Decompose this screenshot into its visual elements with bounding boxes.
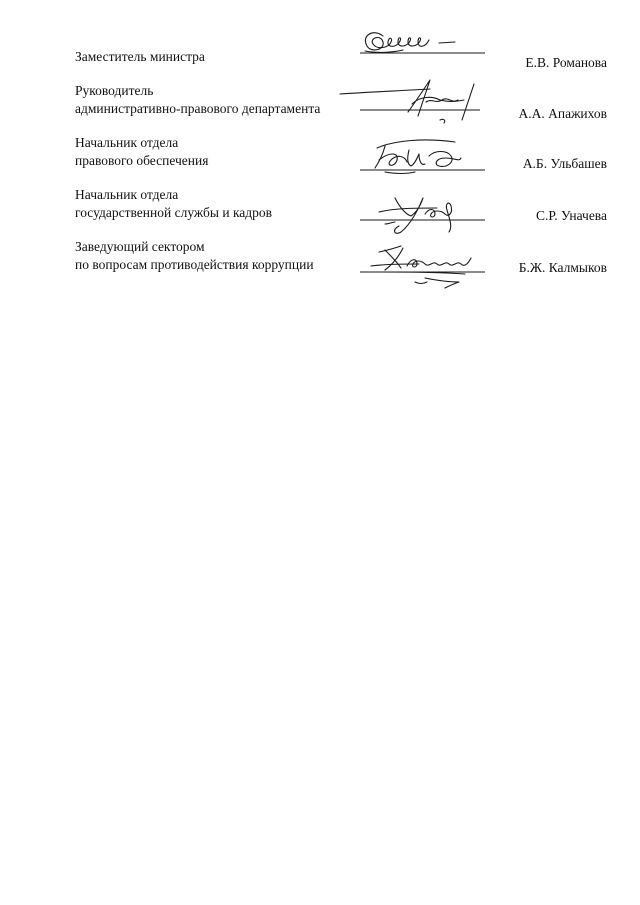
position-title: [75, 82, 320, 118]
position-title: [75, 48, 205, 66]
position-line: правового обеспечения: [75, 153, 209, 168]
position-line: административно-правового департамента: [75, 101, 321, 116]
signature-icon: [355, 186, 495, 246]
position-line: Руководитель: [75, 83, 154, 98]
signatory-name: А.Б. Ульбашев: [522, 156, 607, 171]
signature-icon: [340, 74, 480, 134]
position-title: [75, 186, 272, 222]
signature-icon: [355, 242, 495, 302]
position-line: по вопросам противодействия коррупции: [75, 257, 314, 272]
position-title: [75, 134, 208, 170]
signature-icon: [355, 130, 495, 190]
signatory-name: Б.Ж. Калмыков: [518, 260, 607, 275]
position-line: Начальник отдела: [75, 187, 179, 202]
position-line: Начальник отдела: [75, 135, 179, 150]
position-line: Заведующий сектором: [75, 239, 205, 254]
signatory-name: А.А. Апажихов: [518, 106, 607, 121]
position-line: Заместитель министра: [75, 49, 205, 64]
position-line: государственной службы и кадров: [75, 205, 273, 220]
signatory-name: Е.В. Романова: [525, 55, 607, 70]
signatory-name: С.Р. Уначева: [536, 208, 607, 223]
position-title: [75, 238, 314, 274]
